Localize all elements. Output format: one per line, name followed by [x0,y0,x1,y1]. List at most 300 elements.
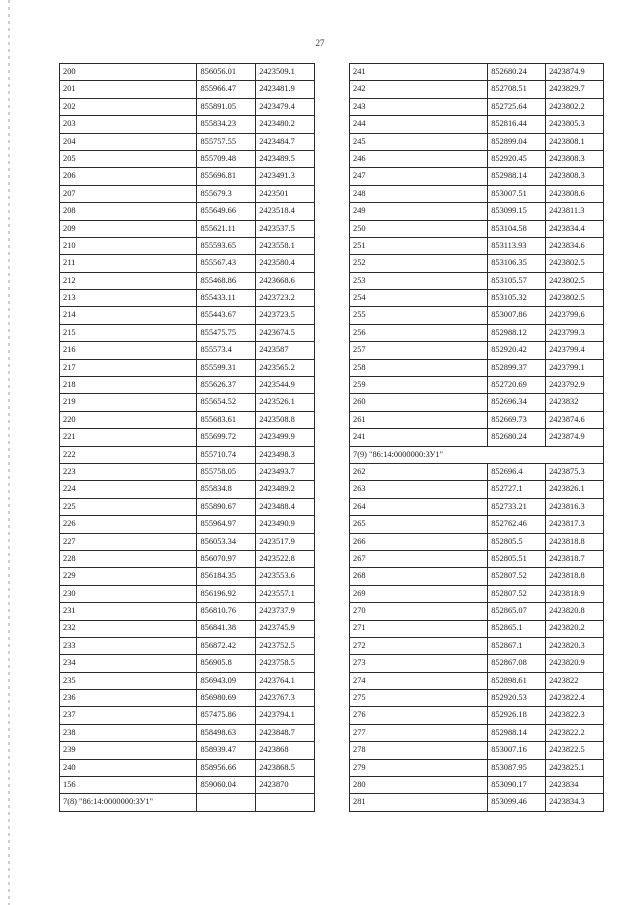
x-coordinate-cell: 855626.37 [197,377,256,394]
x-coordinate-cell: 852988.12 [488,324,546,341]
x-coordinate-cell: 852865.07 [488,603,546,620]
point-number-cell: 255 [350,307,488,324]
y-coordinate-cell: 2423822.2 [546,724,604,741]
table-row [350,377,604,394]
x-coordinate-cell: 852727.1 [488,481,546,498]
table-row [350,707,604,724]
point-number-cell: 280 [350,777,488,794]
y-coordinate-cell: 2423799.6 [546,307,604,324]
table-row [60,203,315,220]
x-coordinate-cell: 853007.16 [488,742,546,759]
table-row [60,777,315,794]
point-number-cell: 237 [60,707,197,724]
x-coordinate-cell: 856053.34 [197,533,256,550]
y-coordinate-cell: 2423764.1 [256,672,315,689]
y-coordinate-cell: 2423868 [256,742,315,759]
point-number-cell: 281 [350,794,488,811]
point-number-cell: 246 [350,150,488,167]
table-row [60,707,315,724]
table-row [350,533,604,550]
y-coordinate-cell: 2423870 [256,777,315,794]
y-coordinate-cell: 2423479.4 [256,98,315,115]
point-number-cell: 252 [350,255,488,272]
point-number-cell: 209 [60,220,197,237]
y-coordinate-cell: 2423811.3 [546,203,604,220]
point-number-cell: 251 [350,237,488,254]
x-coordinate-cell: 853104.58 [488,220,546,237]
table-row [60,394,315,411]
table-row [60,533,315,550]
x-coordinate-cell: 856184.35 [197,568,256,585]
point-number-cell: 245 [350,133,488,150]
coordinates-table-right-body [350,64,604,812]
x-coordinate-cell: 852865.1 [488,620,546,637]
point-number-cell: 218 [60,377,197,394]
point-number-cell: 273 [350,655,488,672]
point-number-cell: 223 [60,463,197,480]
point-number-cell: 253 [350,272,488,289]
x-coordinate-cell: 852988.14 [488,724,546,741]
table-row [350,759,604,776]
table-row [350,724,604,741]
x-coordinate-cell: 853099.46 [488,794,546,811]
table-row [60,185,315,202]
point-number-cell: 224 [60,481,197,498]
y-coordinate-cell: 2423874.9 [546,64,604,81]
point-number-cell: 205 [60,150,197,167]
y-coordinate-cell: 2423518.4 [256,203,315,220]
table-row [60,411,315,428]
y-coordinate-cell: 2423565.2 [256,359,315,376]
x-coordinate-cell: 853099.15 [488,203,546,220]
table-row [60,220,315,237]
point-number-cell: 202 [60,98,197,115]
y-coordinate-cell: 2423480.2 [256,116,315,133]
y-coordinate-cell: 2423834.4 [546,220,604,237]
table-row [350,777,604,794]
point-number-cell: 213 [60,290,197,307]
y-coordinate-cell: 2423587 [256,342,315,359]
y-coordinate-cell: 2423490.9 [256,516,315,533]
table-row [350,307,604,324]
table-row [350,203,604,220]
table-row [60,98,315,115]
point-number-cell: 254 [350,290,488,307]
table-row [350,603,604,620]
y-coordinate-cell: 2423868.5 [256,759,315,776]
table-row [350,568,604,585]
x-coordinate-cell: 855683.61 [197,411,256,428]
y-coordinate-cell: 2423875.3 [546,463,604,480]
x-coordinate-cell: 852762.46 [488,516,546,533]
point-number-cell: 222 [60,446,197,463]
table-row [60,463,315,480]
x-coordinate-cell: 859060.04 [197,777,256,794]
x-coordinate-cell: 855679.3 [197,185,256,202]
x-coordinate-cell: 856943.09 [197,672,256,689]
point-number-cell: 259 [350,377,488,394]
point-number-cell: 250 [350,220,488,237]
table-row [60,307,315,324]
x-coordinate-cell: 855834.8 [197,481,256,498]
y-coordinate-cell: 2423526.1 [256,394,315,411]
point-number-cell: 238 [60,724,197,741]
table-row [350,429,604,446]
y-coordinate-cell: 2423580.4 [256,255,315,272]
y-coordinate-cell: 2423558.1 [256,237,315,254]
table-row [350,655,604,672]
x-coordinate-cell: 855834.23 [197,116,256,133]
y-coordinate-cell: 2423517.9 [256,533,315,550]
x-coordinate-cell: 855475.75 [197,324,256,341]
x-coordinate-cell: 856980.69 [197,690,256,707]
x-coordinate-cell: 857475.86 [197,707,256,724]
point-number-cell: 248 [350,185,488,202]
table-row [350,394,604,411]
x-coordinate-cell: 852725.64 [488,98,546,115]
y-coordinate-cell: 2423802.5 [546,272,604,289]
table-row [350,481,604,498]
x-coordinate-cell: 853105.57 [488,272,546,289]
point-number-cell: 231 [60,603,197,620]
x-coordinate-cell: 855649.66 [197,203,256,220]
y-coordinate-cell: 2423802.5 [546,290,604,307]
y-coordinate-cell: 2423874.6 [546,411,604,428]
y-coordinate-cell: 2423481.9 [256,81,315,98]
x-coordinate-cell: 855654.52 [197,394,256,411]
x-coordinate-cell: 855966.47 [197,81,256,98]
point-number-cell: 212 [60,272,197,289]
y-coordinate-cell: 2423802.5 [546,255,604,272]
x-coordinate-cell: 852920.45 [488,150,546,167]
point-number-cell: 234 [60,655,197,672]
x-coordinate-cell: 852805.5 [488,533,546,550]
table-row [350,359,604,376]
point-number-cell: 206 [60,168,197,185]
point-number-cell: 230 [60,585,197,602]
y-coordinate-cell: 2423522.8 [256,550,315,567]
y-coordinate-cell: 2423874.9 [546,429,604,446]
y-coordinate-cell: 2423508.8 [256,411,315,428]
x-coordinate-cell: 852696.34 [488,394,546,411]
x-coordinate-cell: 855758.05 [197,463,256,480]
x-coordinate-cell: 856810.76 [197,603,256,620]
table-row [60,498,315,515]
table-row [350,64,604,81]
y-coordinate-cell: 2423537.5 [256,220,315,237]
y-coordinate-cell: 2423792.9 [546,377,604,394]
x-coordinate-cell: 852807.52 [488,585,546,602]
y-coordinate-cell: 2423818.9 [546,585,604,602]
point-number-cell: 256 [350,324,488,341]
table-row [350,98,604,115]
x-coordinate-cell: 853106.35 [488,255,546,272]
y-coordinate-cell: 2423501 [256,185,315,202]
x-coordinate-cell: 852926.18 [488,707,546,724]
y-coordinate-cell: 2423723.2 [256,290,315,307]
x-coordinate-cell: 852696.4 [488,463,546,480]
point-number-cell: 210 [60,237,197,254]
y-coordinate-cell: 2423767.3 [256,690,315,707]
point-number-cell: 262 [350,463,488,480]
x-coordinate-cell: 855699.72 [197,429,256,446]
y-coordinate-cell: 2423808.3 [546,168,604,185]
section-header-row [350,446,604,463]
x-coordinate-cell: 852898.61 [488,672,546,689]
x-coordinate-cell: 852720.69 [488,377,546,394]
y-coordinate-cell: 2423820.8 [546,603,604,620]
y-coordinate-cell: 2423488.4 [256,498,315,515]
x-coordinate-cell: 855709.48 [197,150,256,167]
table-row [60,481,315,498]
point-number-cell: 275 [350,690,488,707]
y-coordinate-cell: 2423832 [546,394,604,411]
x-coordinate-cell: 855567.43 [197,255,256,272]
point-number-cell: 272 [350,637,488,654]
y-coordinate-cell: 2423799.3 [546,324,604,341]
y-coordinate-cell: 2423822.3 [546,707,604,724]
y-coordinate-cell: 2423834.3 [546,794,604,811]
x-coordinate-cell: 855573.4 [197,342,256,359]
y-coordinate-cell: 2423822 [546,672,604,689]
y-coordinate-cell: 2423820.3 [546,637,604,654]
table-row [60,690,315,707]
coordinates-table-left [59,63,315,812]
table-row [60,116,315,133]
y-coordinate-cell: 2423834.6 [546,237,604,254]
table-row [350,550,604,567]
point-number-cell: 156 [60,777,197,794]
point-number-cell: 240 [60,759,197,776]
table-row [60,446,315,463]
point-number-cell: 221 [60,429,197,446]
y-coordinate-cell: 2423822.4 [546,690,604,707]
y-coordinate-cell: 2423808.1 [546,133,604,150]
y-coordinate-cell: 2423509.1 [256,64,315,81]
table-row [60,429,315,446]
point-number-cell: 239 [60,742,197,759]
point-number-cell: 233 [60,637,197,654]
y-coordinate-cell: 2423489.2 [256,481,315,498]
point-number-cell: 263 [350,481,488,498]
point-number-cell: 204 [60,133,197,150]
x-coordinate-cell: 855757.55 [197,133,256,150]
table-row [60,724,315,741]
point-number-cell: 241 [350,429,488,446]
y-coordinate-cell: 2423802.2 [546,98,604,115]
table-row [60,637,315,654]
point-number-cell: 226 [60,516,197,533]
x-coordinate-cell: 856056.01 [197,64,256,81]
x-coordinate-cell: 855621.11 [197,220,256,237]
section-header-row [60,794,315,811]
scan-binding-edge [8,0,10,905]
point-number-cell: 271 [350,620,488,637]
point-number-cell: 214 [60,307,197,324]
x-coordinate-cell: 855468.86 [197,272,256,289]
x-coordinate-cell: 855599.31 [197,359,256,376]
point-number-cell: 219 [60,394,197,411]
point-number-cell: 258 [350,359,488,376]
y-coordinate-cell: 2423820.2 [546,620,604,637]
y-coordinate-cell: 2423758.5 [256,655,315,672]
x-coordinate-cell: 853007.86 [488,307,546,324]
table-row [60,255,315,272]
point-number-cell: 217 [60,359,197,376]
point-number-cell: 249 [350,203,488,220]
table-row [60,568,315,585]
table-row [60,168,315,185]
x-coordinate-cell: 855710.74 [197,446,256,463]
table-row [350,185,604,202]
y-coordinate-cell: 2423829.7 [546,81,604,98]
y-coordinate-cell: 2423808.3 [546,150,604,167]
table-row [350,324,604,341]
point-number-cell: 270 [350,603,488,620]
x-coordinate-cell: 855964.97 [197,516,256,533]
y-coordinate-cell: 2423493.7 [256,463,315,480]
point-number-cell: 265 [350,516,488,533]
x-coordinate-cell: 852867.1 [488,637,546,654]
y-coordinate-cell: 2423817.3 [546,516,604,533]
x-coordinate-cell: 853087.95 [488,759,546,776]
table-row [350,794,604,811]
table-row [60,550,315,567]
table-row [60,64,315,81]
y-coordinate-cell: 2423848.7 [256,724,315,741]
x-coordinate-cell: 856905.8 [197,655,256,672]
table-row [60,150,315,167]
y-coordinate-cell: 2423557.1 [256,585,315,602]
x-coordinate-cell: 856841.38 [197,620,256,637]
y-coordinate-cell: 2423794.1 [256,707,315,724]
point-number-cell: 216 [60,342,197,359]
x-coordinate-cell: 852680.24 [488,64,546,81]
point-number-cell: 232 [60,620,197,637]
table-row [350,220,604,237]
table-row [350,672,604,689]
table-row [60,377,315,394]
y-coordinate-cell: 2423491.3 [256,168,315,185]
x-coordinate-cell: 852669.73 [488,411,546,428]
y-coordinate-cell: 2423808.6 [546,185,604,202]
x-coordinate-cell: 852899.37 [488,359,546,376]
point-number-cell: 257 [350,342,488,359]
section-label-cell: 7(8) "86:14:0000000:ЗУ1" [60,794,197,811]
x-coordinate-cell: 855890.67 [197,498,256,515]
empty-cell [197,794,256,811]
table-row [350,255,604,272]
x-coordinate-cell: 855443.67 [197,307,256,324]
y-coordinate-cell: 2423553.6 [256,568,315,585]
point-number-cell: 228 [60,550,197,567]
point-number-cell: 268 [350,568,488,585]
table-row [350,81,604,98]
point-number-cell: 200 [60,64,197,81]
table-row [350,237,604,254]
table-row [60,516,315,533]
x-coordinate-cell: 855593.65 [197,237,256,254]
coordinates-table-right [349,63,604,812]
table-row [60,672,315,689]
y-coordinate-cell: 2423818.8 [546,568,604,585]
point-number-cell: 279 [350,759,488,776]
table-row [350,342,604,359]
table-row [350,637,604,654]
point-number-cell: 227 [60,533,197,550]
point-number-cell: 225 [60,498,197,515]
point-number-cell: 211 [60,255,197,272]
point-number-cell: 269 [350,585,488,602]
y-coordinate-cell: 2423498.3 [256,446,315,463]
coordinates-table-left-body [60,64,315,812]
point-number-cell: 235 [60,672,197,689]
table-row [350,290,604,307]
table-row [60,237,315,254]
point-number-cell: 266 [350,533,488,550]
table-row [60,290,315,307]
y-coordinate-cell: 2423674.5 [256,324,315,341]
y-coordinate-cell: 2423752.5 [256,637,315,654]
point-number-cell: 244 [350,116,488,133]
table-row [350,133,604,150]
x-coordinate-cell: 853105.32 [488,290,546,307]
table-row [60,585,315,602]
table-row [60,324,315,341]
table-row [60,655,315,672]
table-row [60,359,315,376]
y-coordinate-cell: 2423745.9 [256,620,315,637]
point-number-cell: 243 [350,98,488,115]
y-coordinate-cell: 2423723.5 [256,307,315,324]
x-coordinate-cell: 852807.52 [488,568,546,585]
point-number-cell: 215 [60,324,197,341]
table-row [350,168,604,185]
x-coordinate-cell: 856196.92 [197,585,256,602]
x-coordinate-cell: 852816.44 [488,116,546,133]
x-coordinate-cell: 853090.17 [488,777,546,794]
y-coordinate-cell: 2423668.6 [256,272,315,289]
x-coordinate-cell: 856872.42 [197,637,256,654]
table-row [350,411,604,428]
y-coordinate-cell: 2423799.1 [546,359,604,376]
x-coordinate-cell: 852805.51 [488,550,546,567]
point-number-cell: 264 [350,498,488,515]
table-row [350,272,604,289]
point-number-cell: 220 [60,411,197,428]
table-row [350,585,604,602]
table-row [60,620,315,637]
x-coordinate-cell: 852680.24 [488,429,546,446]
y-coordinate-cell: 2423484.7 [256,133,315,150]
page-number: 27 [315,38,325,48]
y-coordinate-cell: 2423489.5 [256,150,315,167]
table-row [350,150,604,167]
x-coordinate-cell: 852899.04 [488,133,546,150]
x-coordinate-cell: 858498.63 [197,724,256,741]
table-row [60,342,315,359]
y-coordinate-cell: 2423737.9 [256,603,315,620]
x-coordinate-cell: 852920.53 [488,690,546,707]
table-row [350,516,604,533]
table-row [350,742,604,759]
table-row [350,620,604,637]
y-coordinate-cell: 2423805.3 [546,116,604,133]
table-row [350,463,604,480]
y-coordinate-cell: 2423825.1 [546,759,604,776]
point-number-cell: 274 [350,672,488,689]
x-coordinate-cell: 852920.42 [488,342,546,359]
